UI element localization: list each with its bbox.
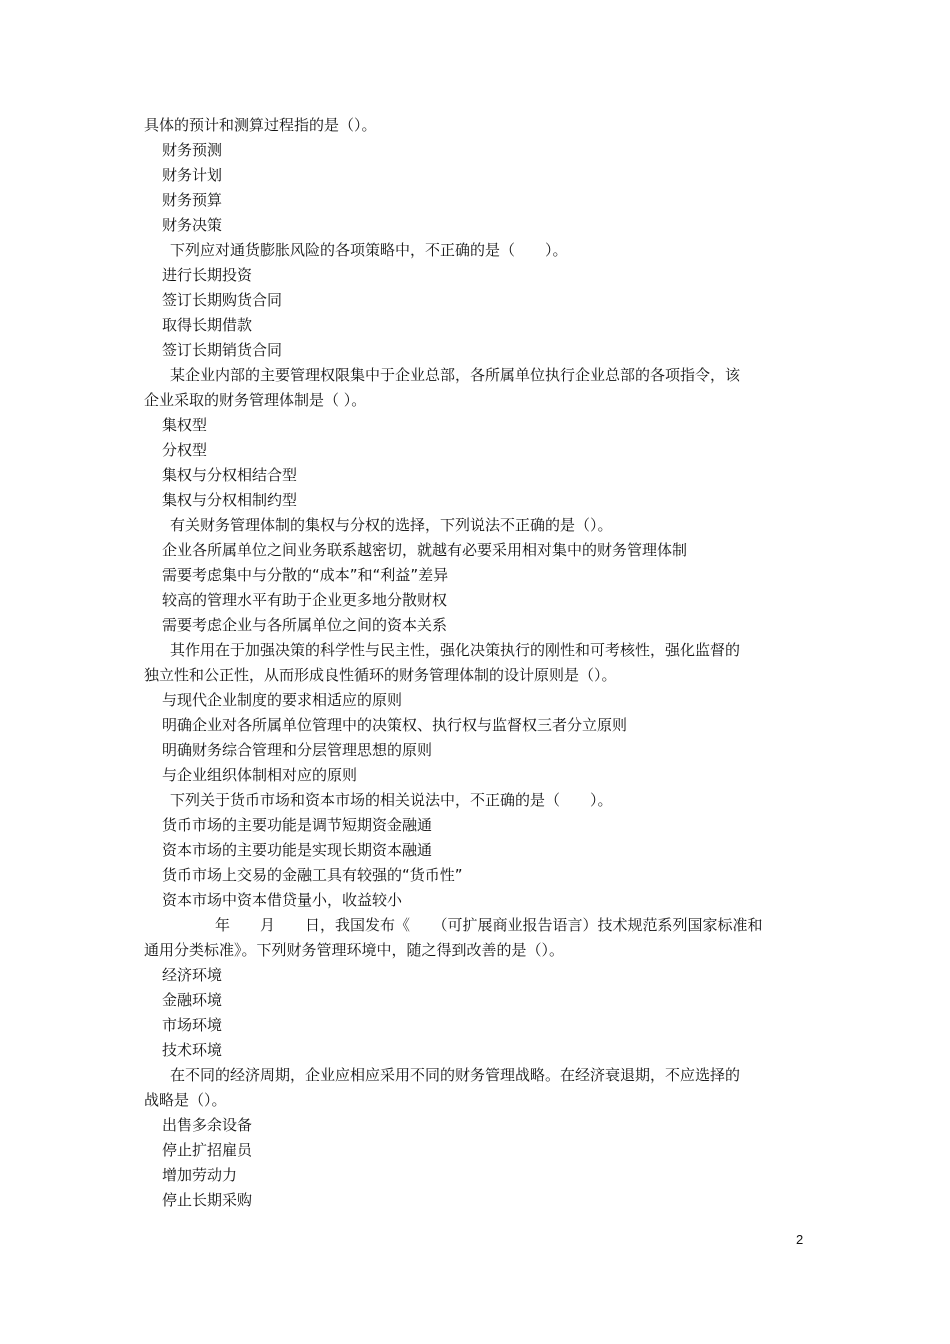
answer-option: 集权型 bbox=[162, 416, 208, 434]
answer-option: 财务预算 bbox=[162, 191, 223, 209]
question-stem: 下列应对通货膨胀风险的各项策略中，不正确的是（ ）。 bbox=[170, 241, 568, 259]
page-number: 2 bbox=[796, 1232, 804, 1247]
question-stem-continued: 独立性和公正性，从而形成良性循环的财务管理体制的设计原则是（）。 bbox=[144, 666, 617, 684]
answer-option: 取得长期借款 bbox=[162, 316, 253, 334]
answer-option: 签订长期购货合同 bbox=[162, 291, 283, 309]
answer-option: 货币市场的主要功能是调节短期资金融通 bbox=[162, 816, 433, 834]
question-stem: 其作用在于加强决策的科学性与民主性，强化决策执行的刚性和可考核性，强化监督的 bbox=[170, 641, 741, 659]
answer-option: 与企业组织体制相对应的原则 bbox=[162, 766, 358, 784]
answer-option: 签订长期销货合同 bbox=[162, 341, 283, 359]
answer-option: 企业各所属单位之间业务联系越密切，就越有必要采用相对集中的财务管理体制 bbox=[162, 541, 688, 559]
answer-option: 集权与分权相制约型 bbox=[162, 491, 298, 509]
question-stem-continued: 企业采取的财务管理体制是（ ）。 bbox=[144, 391, 367, 409]
answer-option: 财务预测 bbox=[162, 141, 223, 159]
answer-option: 明确企业对各所属单位管理中的决策权、执行权与监督权三者分立原则 bbox=[162, 716, 628, 734]
answer-option: 停止长期采购 bbox=[162, 1191, 253, 1209]
answer-option: 财务计划 bbox=[162, 166, 223, 184]
answer-option: 财务决策 bbox=[162, 216, 223, 234]
answer-option: 资本市场的主要功能是实现长期资本融通 bbox=[162, 841, 433, 859]
question-stem: 某企业内部的主要管理权限集中于企业总部，各所属单位执行企业总部的各项指令，该 bbox=[170, 366, 741, 384]
answer-option: 出售多余设备 bbox=[162, 1116, 253, 1134]
answer-option: 集权与分权相结合型 bbox=[162, 466, 298, 484]
answer-option: 进行长期投资 bbox=[162, 266, 253, 284]
answer-option: 较高的管理水平有助于企业更多地分散财权 bbox=[162, 591, 448, 609]
question-stem-continued: 通用分类标准》。下列财务管理环境中，随之得到改善的是（）。 bbox=[144, 941, 565, 959]
answer-option: 货币市场上交易的金融工具有较强的“货币性” bbox=[162, 866, 463, 884]
answer-option: 资本市场中资本借贷量小，收益较小 bbox=[162, 891, 403, 909]
answer-option: 需要考虑集中与分散的“成本”和“利益”差异 bbox=[162, 566, 449, 584]
question-stem: 在不同的经济周期，企业应相应采用不同的财务管理战略。在经济衰退期，不应选择的 bbox=[170, 1066, 741, 1084]
answer-option: 增加劳动力 bbox=[162, 1166, 238, 1184]
answer-option: 分权型 bbox=[162, 441, 208, 459]
question-stem: 有关财务管理体制的集权与分权的选择，下列说法不正确的是（）。 bbox=[170, 516, 613, 534]
answer-option: 市场环境 bbox=[162, 1016, 223, 1034]
answer-option: 停止扩招雇员 bbox=[162, 1141, 253, 1159]
answer-option: 需要考虑企业与各所属单位之间的资本关系 bbox=[162, 616, 448, 634]
question-stem: 年 月 日，我国发布《 （可扩展商业报告语言）技术规范系列国家标准和 bbox=[170, 916, 763, 934]
question-stem: 下列关于货币市场和资本市场的相关说法中，不正确的是（ ）。 bbox=[170, 791, 613, 809]
answer-option: 明确财务综合管理和分层管理思想的原则 bbox=[162, 741, 433, 759]
question-stem-continued: 战略是（）。 bbox=[144, 1091, 227, 1109]
answer-option: 经济环境 bbox=[162, 966, 223, 984]
answer-option: 与现代企业制度的要求相适应的原则 bbox=[162, 691, 403, 709]
question-stem: 具体的预计和测算过程指的是（）。 bbox=[144, 116, 377, 134]
answer-option: 技术环境 bbox=[162, 1041, 223, 1059]
question-list bbox=[144, 113, 814, 1213]
answer-option: 金融环境 bbox=[162, 991, 223, 1009]
